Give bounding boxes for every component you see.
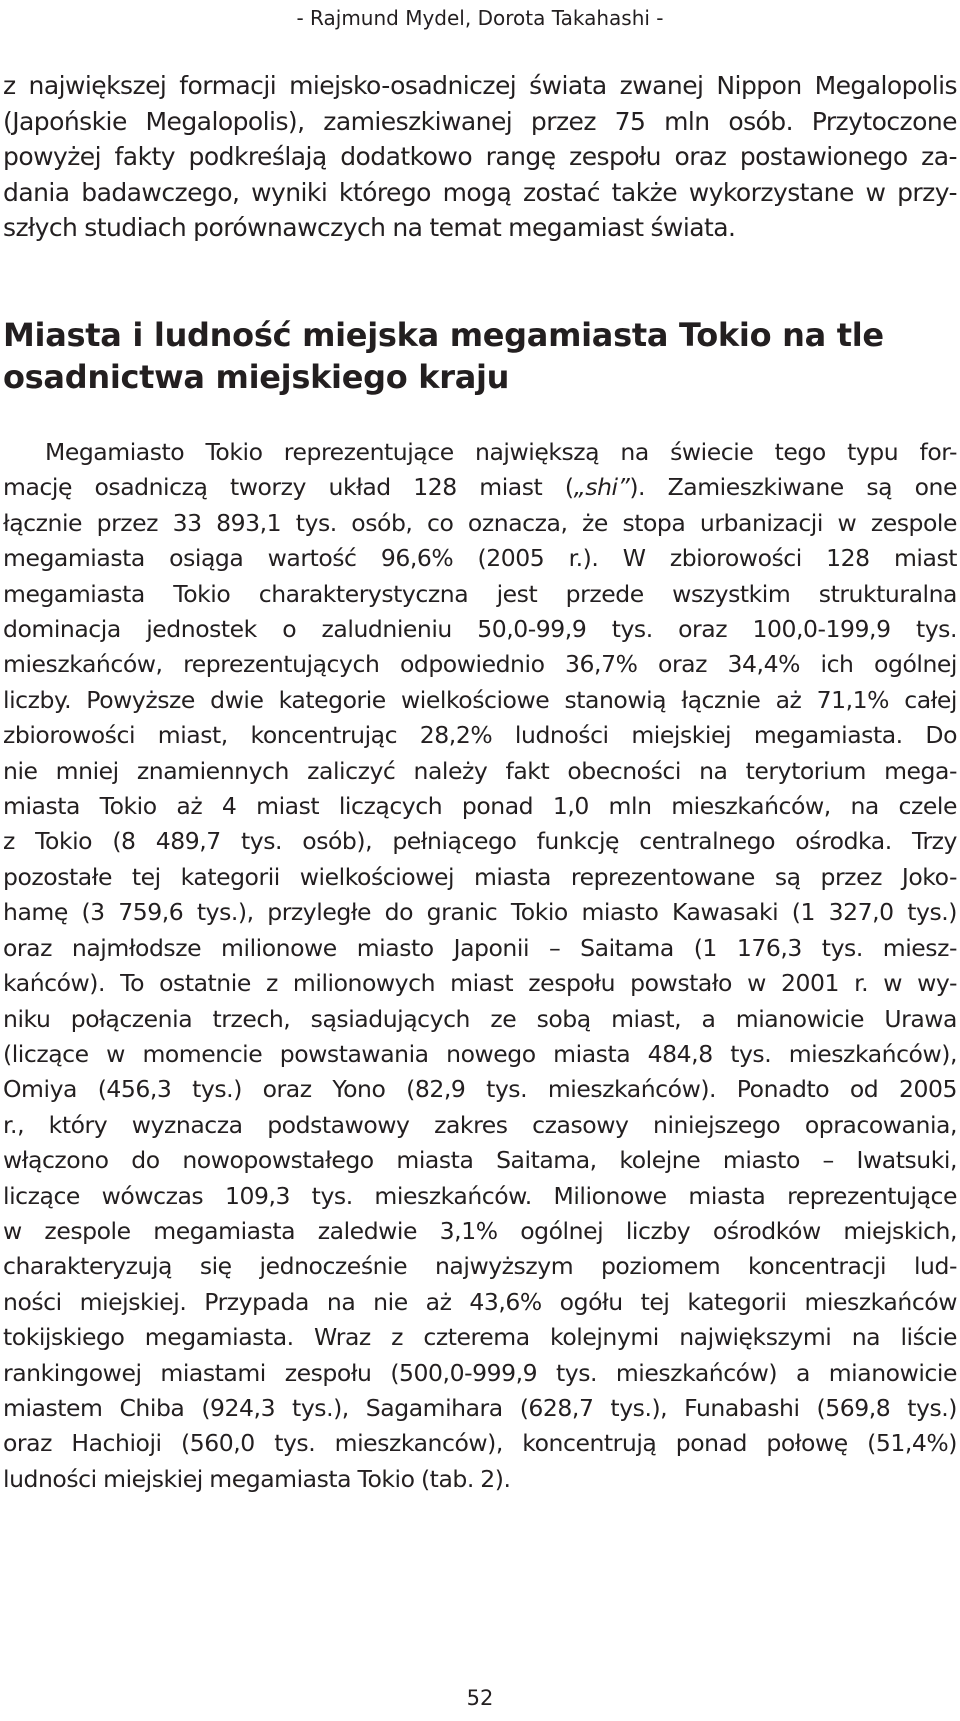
italic-term: „shi” [573,473,630,502]
text-line: liczby. Powyższe dwie kategorie wielkościowe stanowią łącznie aż 71,1% całej [3,685,957,714]
text-line: (Japońskie Megalopolis), zamieszkiwanej przez 75 mln osób. Przytoczone [3,106,957,136]
text-line: r., który wyznacza podstawowy zakres czasowy niniejszego opracowania, [3,1110,957,1139]
intro-paragraph [3,68,957,246]
text-line: zbiorowości miast, koncentrując 28,2% ludności miejskiej megamiasta. Do [3,721,957,750]
section-heading [3,314,957,398]
text-line: szłych studiach porównawczych na temat megamiast świata. [3,213,736,243]
text-line: włączono do nowopowstałego miasta Saitama, kolejne miasto – Iwatsuki, [3,1146,957,1175]
heading-line: osadnictwa miejskiego kraju [3,358,510,396]
text-line: z Tokio (8 489,7 tys. osób), pełniącego funkcję centralnego ośrodka. Trzy [3,827,957,856]
text-line: oraz najmłodsze milionowe miasto Japonii – Saitama (1 176,3 tys. miesz- [3,933,957,962]
text-line: rankingowej miastami zespołu (500,0-999,9 tys. mieszkańców) a mianowicie [3,1358,957,1387]
text-line: dania badawczego, wyniki którego mogą zostać także wykorzystane w przy- [3,177,957,207]
text-line: ludności miejskiej megamiasta Tokio (tab. 2). [3,1464,511,1493]
text-line: miastem Chiba (924,3 tys.), Sagamihara (628,7 tys.), Funabashi (569,8 tys.) [3,1393,957,1422]
running-head: - Rajmund Mydel, Dorota Takahashi - [296,6,664,30]
text-segment: ). Zamieszkiwane są one [629,473,957,502]
text-line: megamiasta Tokio charakterystyczna jest przede wszystkim strukturalna [3,579,957,608]
text-line: pozostałe tej kategorii wielkościowej miasta reprezentowane są przez Joko- [3,862,957,891]
text-line: niku połączenia trzech, sąsiadujących ze sobą miast, a mianowicie Urawa [3,1004,957,1033]
text-line: miasta Tokio aż 4 miast liczących ponad 1,0 mln mieszkańców, na czele [3,792,957,821]
text-line: Omiya (456,3 tys.) oraz Yono (82,9 tys. mieszkańców). Ponadto od 2005 [3,1075,957,1104]
text-line: megamiasta osiąga wartość 96,6% (2005 r.). W zbiorowości 128 miast [3,544,957,573]
text-line [3,470,957,505]
text-line: nie mniej znamiennych zaliczyć należy fakt obecności na terytorium mega- [3,756,957,785]
text-line: charakteryzują się jednocześnie najwyższym poziomem koncentracji lud- [3,1252,957,1281]
heading-line: Miasta i ludność miejska megamiasta Tokio na tle [3,316,884,354]
text-line: z największej formacji miejsko-osadniczej świata zwanej Nippon Megalopolis [3,71,957,100]
text-line: Megamiasto Tokio reprezentujące największą na świecie tego typu for- [45,438,957,466]
text-line: kańców). To ostatnie z milionowych miast zespołu powstało w 2001 r. w wy- [3,969,957,998]
text-line: oraz Hachioji (560,0 tys. mieszkanców), koncentrują ponad połowę (51,4%) [3,1429,957,1458]
text-line: powyżej fakty podkreślają dodatkowo rangę zespołu oraz postawionego za- [3,142,957,172]
text-line: tokijskiego megamiasta. Wraz z czterema kolejnymi największymi na liście [3,1323,957,1352]
text-line: hamę (3 759,6 tys.), przyległe do granic Tokio miasto Kawasaki (1 327,0 tys.) [3,898,957,927]
main-paragraph [3,435,957,1497]
text-line: łącznie przez 33 893,1 tys. osób, co oznacza, że stopa urbanizacji w zespole [3,508,957,537]
text-line: mieszkańców, reprezentujących odpowiednio 36,7% oraz 34,4% ich ogólnej [3,650,957,679]
text-segment: mację osadniczą tworzy układ 128 miast ( [3,473,574,502]
text-line: ności miejskiej. Przypada na nie aż 43,6% ogółu tej kategorii mieszkańców [3,1287,957,1316]
text-line: (liczące w momencie powstawania nowego miasta 484,8 tys. mieszkańców), [3,1039,957,1068]
text-line: liczące wówczas 109,3 tys. mieszkańców. Milionowe miasta reprezentujące [3,1181,957,1210]
text-line: dominacja jednostek o zaludnieniu 50,0-99,9 tys. oraz 100,0-199,9 tys. [3,615,957,644]
text-line: w zespole megamiasta zaledwie 3,1% ogólnej liczby ośrodków miejskich, [3,1216,957,1245]
page-number: 52 [466,1686,494,1710]
